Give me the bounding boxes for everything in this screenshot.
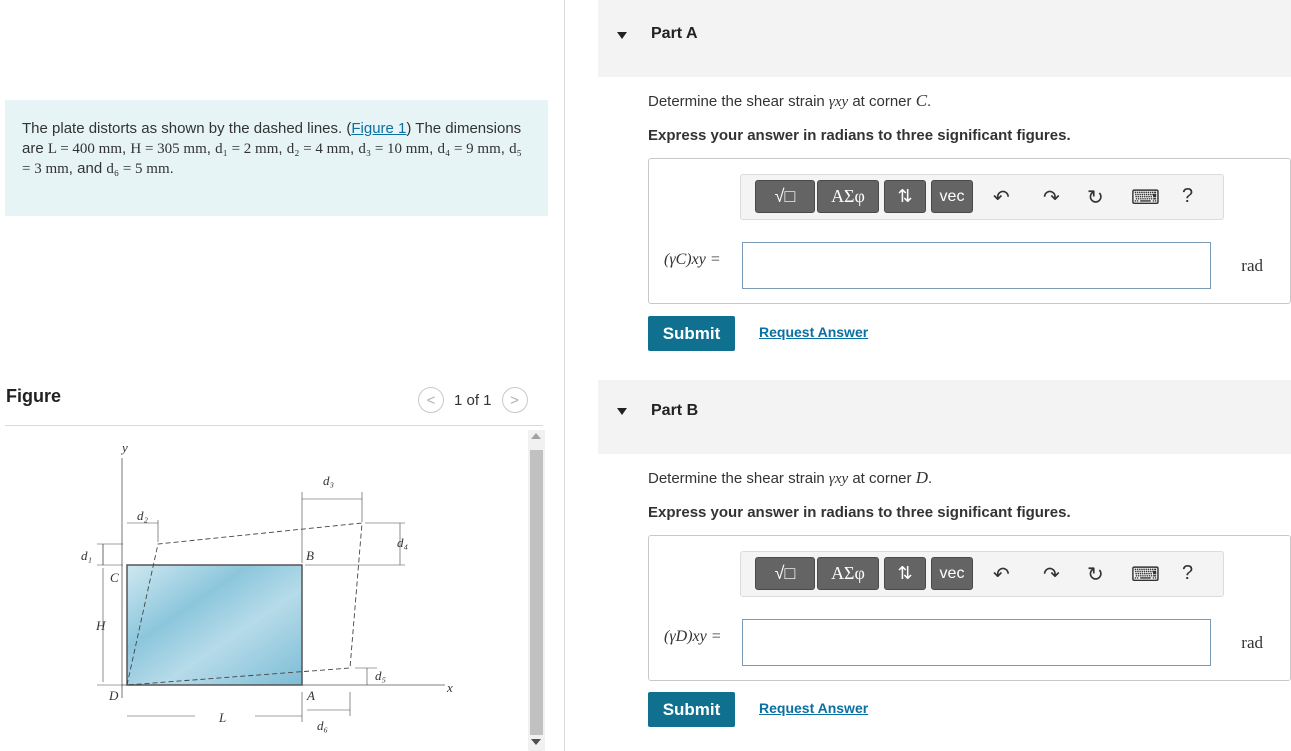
right-panel [565, 0, 1291, 751]
collapse-caret-icon[interactable] [617, 32, 627, 39]
part-b-header[interactable] [598, 380, 1291, 454]
label-d1: d₁ [81, 548, 93, 563]
part-b-question-post: at corner [852, 470, 912, 487]
part-a-question-pre: Determine the shear strain [648, 93, 825, 110]
problem-and: and [77, 160, 103, 177]
part-b-answer-input[interactable] [742, 619, 1211, 666]
redo-icon[interactable]: ↷ [1043, 187, 1060, 209]
part-a-question [648, 91, 931, 111]
figure-link[interactable]: Figure 1 [351, 120, 407, 137]
figure-scrollbar-thumb[interactable] [530, 450, 543, 735]
part-b-question [648, 468, 932, 488]
dim-d5: d₅ = 3 mm [22, 141, 522, 177]
prev-figure-button[interactable]: < [418, 387, 444, 413]
templates-button[interactable]: √□ [755, 557, 815, 590]
dim-d2: d₂ = 4 mm [286, 141, 350, 157]
next-figure-button[interactable]: > [502, 387, 528, 413]
part-a-request-answer-link[interactable]: Request Answer [759, 324, 869, 340]
part-a-question-post: at corner [852, 93, 912, 110]
figure-title: Figure [6, 386, 62, 406]
problem-statement: The plate distorts as shown by the dashed lines. (Figure 1) The dimensions are L = 400 mm, H = 305 mm, d₁ = 2 mm, d₂ = 4 mm, d₃ = 10 mm, d₄ = 9 mm, d₅ = 3 mm, and d₆ = 5 mm. [5, 100, 548, 216]
part-b-question-pre: Determine the shear strain [648, 470, 825, 487]
problem-end: . [169, 160, 174, 177]
dim-L: L = 400 mm [47, 141, 123, 157]
label-d4: d₄ [397, 535, 409, 550]
part-a-answer-input[interactable] [742, 242, 1211, 289]
part-a-symbol: γxy [828, 94, 849, 110]
label-y: y [122, 440, 128, 455]
label-d6: d₆ [317, 718, 329, 733]
label-d3: d₃ [323, 473, 335, 488]
dim-d3: d₃ = 10 mm [358, 141, 430, 157]
part-a-input-label: (γC)xy = [664, 251, 721, 268]
reset-icon[interactable]: ↻ [1087, 564, 1104, 586]
part-b-symbol: γxy [828, 471, 849, 487]
part-a-end: . [927, 93, 932, 110]
part-b-unit: rad [1241, 633, 1263, 652]
undo-icon[interactable]: ↶ [993, 187, 1010, 209]
label-B: B [306, 548, 314, 563]
label-D: D [109, 688, 119, 703]
part-a-header[interactable] [598, 0, 1291, 77]
dim-d4: d₄ = 9 mm [437, 141, 501, 157]
part-b-submit-button[interactable]: Submit [648, 692, 735, 727]
scroll-up-arrow-icon[interactable] [531, 433, 541, 439]
plate-figure [5, 430, 525, 751]
label-C: C [110, 570, 119, 585]
part-b-math-toolbar [740, 551, 1224, 597]
part-b-corner: D [915, 468, 928, 487]
label-A: A [307, 688, 315, 703]
label-L: L [219, 710, 227, 725]
pager-count: 1 of 1 [454, 391, 492, 409]
greek-symbols-button[interactable]: ΑΣφ [817, 180, 879, 213]
templates-button[interactable]: √□ [755, 180, 815, 213]
part-a-title: Part A [651, 25, 698, 42]
part-a-submit-button[interactable]: Submit [648, 316, 735, 351]
vector-button[interactable]: vec [931, 557, 973, 590]
label-d5: d₅ [375, 668, 387, 683]
figure-divider [5, 425, 543, 426]
collapse-caret-icon[interactable] [617, 408, 627, 415]
vector-button[interactable]: vec [931, 180, 973, 213]
part-a-corner: C [915, 91, 928, 110]
keyboard-icon[interactable]: ⌨ [1131, 187, 1160, 209]
part-b-end: . [927, 470, 933, 487]
problem-text-a: The plate distorts as shown by the dashed lines. ( [22, 120, 352, 137]
part-b-request-answer-link[interactable]: Request Answer [759, 700, 869, 716]
dim-d1: d₁ = 2 mm [215, 141, 279, 157]
help-icon[interactable]: ? [1182, 185, 1194, 207]
problem-text-b: ) The dimensions are [22, 120, 522, 157]
label-d2: d₂ [137, 508, 149, 523]
arrows-button[interactable]: ⇅ [884, 180, 926, 213]
part-b-title: Part B [651, 402, 699, 419]
greek-symbols-button[interactable]: ΑΣφ [817, 557, 879, 590]
part-a-unit: rad [1241, 256, 1263, 275]
keyboard-icon[interactable]: ⌨ [1131, 564, 1160, 586]
part-a-instruction: Express your answer in radians to three significant figures. [648, 127, 1071, 144]
redo-icon[interactable]: ↷ [1043, 564, 1060, 586]
undo-icon[interactable]: ↶ [993, 564, 1010, 586]
part-a-answer-box [648, 158, 1291, 304]
part-b-answer-box [648, 535, 1291, 681]
label-x: x [447, 680, 453, 695]
part-b-instruction: Express your answer in radians to three significant figures. [648, 504, 1071, 521]
plate-rect [127, 565, 302, 685]
dim-d6: d₆ = 5 mm [106, 161, 170, 177]
scroll-down-arrow-icon[interactable] [531, 739, 541, 745]
label-H: H [96, 618, 106, 633]
part-a-math-toolbar [740, 174, 1224, 220]
arrows-button[interactable]: ⇅ [884, 557, 926, 590]
figure-pager [418, 387, 528, 413]
help-icon[interactable]: ? [1182, 562, 1194, 584]
dim-H: H = 305 mm [130, 141, 207, 157]
reset-icon[interactable]: ↻ [1087, 187, 1104, 209]
left-panel [0, 0, 565, 751]
part-b-input-label: (γD)xy = [664, 628, 722, 645]
